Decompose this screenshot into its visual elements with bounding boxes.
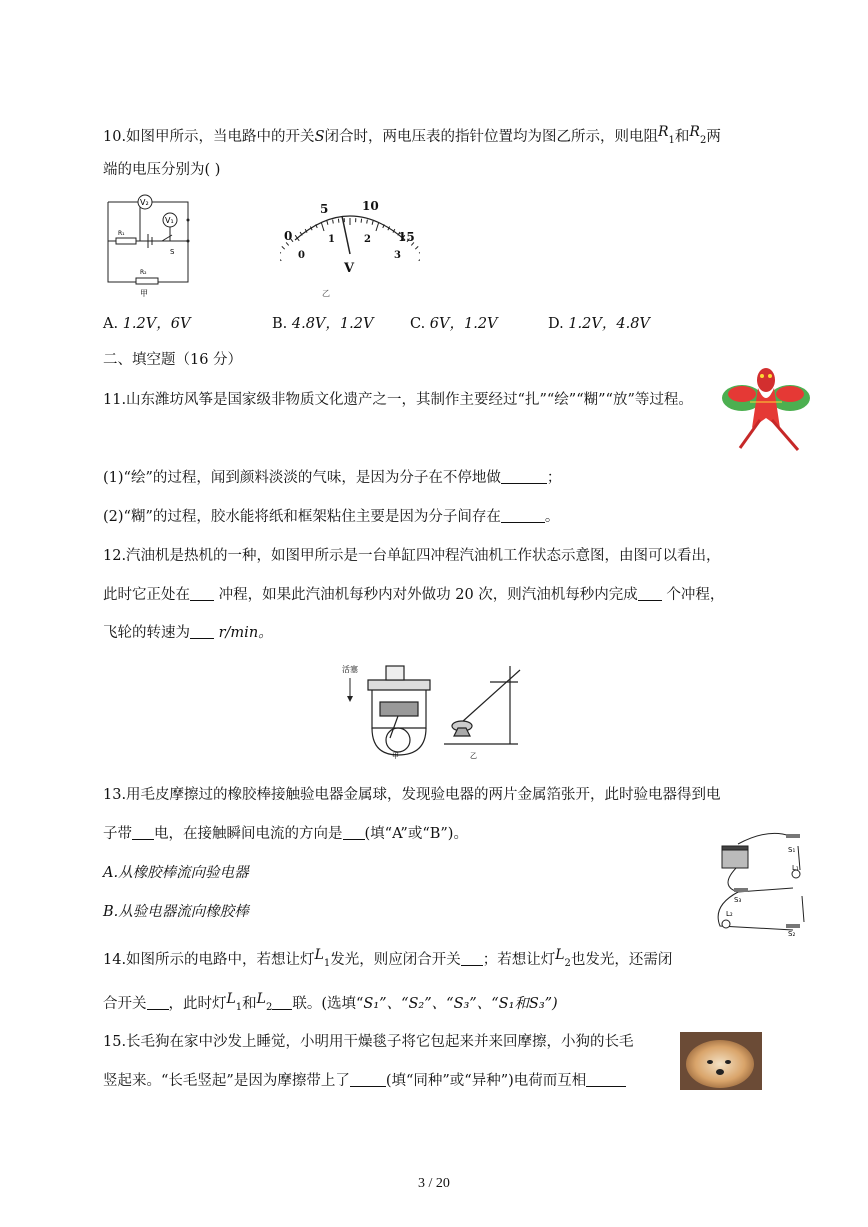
q14-text: 也发光，还需闭 [570, 952, 673, 968]
q13-line2 [103, 824, 468, 844]
q12-text: 冲程，如果此汽油机每秒内对外做功 20 次，则汽油机每秒内完成 [214, 587, 638, 603]
meter-top-tick: 5 [320, 202, 329, 216]
v1-label: V₁ [165, 216, 174, 225]
q12-text: r/min。 [214, 625, 273, 641]
voltmeter-dial [280, 196, 420, 300]
q12-text: 个冲程， [661, 587, 725, 603]
q12-line3 [103, 623, 273, 643]
answer-blank[interactable] [132, 825, 154, 840]
meter-tick-mark [372, 221, 373, 225]
option-value: 1.2V，4.8V [568, 316, 650, 332]
q15-text: 竖起来。“长毛竖起”是因为摩擦带上了 [103, 1073, 350, 1089]
l1-subscript: 1 [323, 958, 331, 969]
meter-tick-mark [376, 222, 379, 231]
q10-text: 闭合时，两电压表的指针位置均为图乙所示，则电阻 [324, 129, 658, 145]
dog-photo [680, 1032, 762, 1090]
answer-blank[interactable] [272, 995, 292, 1010]
q13-text: 子带 [103, 826, 132, 842]
meter-caption: 乙 [322, 289, 330, 298]
r1-symbol: R [658, 124, 669, 140]
meter-unit: V [344, 261, 355, 276]
switch-label: S [170, 248, 175, 256]
answer-blank[interactable] [586, 1072, 626, 1087]
q12-text: 此时它正处在 [103, 587, 190, 603]
q12-line2 [103, 585, 724, 605]
piston-label: 活塞 [342, 665, 358, 674]
v2-label: V₂ [140, 198, 149, 207]
q14-text: 联。(选填“ [292, 996, 364, 1012]
section-heading: 二、填空题（16 分） [103, 352, 243, 368]
meter-tick-mark [321, 222, 324, 231]
q10-option-d [548, 312, 650, 333]
q12-line1: 12.汽油机是热机的一种，如图甲所示是一台单缸四冲程汽油机工作状态示意图，由图可以看出， [103, 548, 721, 564]
circuit-caption: 甲 [140, 289, 148, 298]
answer-blank[interactable] [501, 469, 547, 484]
q14-text: 发光，则应闭合开关 [330, 952, 461, 968]
q14-text: ；若想让灯 [482, 952, 556, 968]
meter-tick-mark [415, 246, 418, 249]
meter-tick-mark [282, 246, 285, 249]
l2-subscript: 2 [265, 1002, 273, 1013]
r2-symbol: R [689, 124, 700, 140]
q14-circuit [708, 826, 818, 938]
meter-top-tick: 15 [398, 230, 415, 244]
engine-caption: 甲 [392, 752, 399, 760]
l1-label: L₁ [792, 864, 799, 872]
q13-option-b: B.从验电器流向橡胶棒 [103, 904, 249, 920]
meter-tick-mark [280, 255, 281, 261]
meter-bottom-tick: 1 [328, 234, 335, 245]
answer-blank[interactable] [350, 1072, 386, 1087]
q10-line1 [103, 122, 721, 151]
q14-line2 [103, 989, 558, 1018]
q10-option-a [103, 312, 190, 333]
q15-line1: 15.长毛狗在家中沙发上睡觉，小明用干燥毯子将它包起来并来回摩擦，小狗的长毛 [103, 1034, 634, 1050]
meter-top-tick: 0 [284, 229, 293, 243]
q11-part1 [103, 468, 561, 488]
page-number: 3 / 20 [418, 1176, 450, 1191]
l1-subscript: 1 [235, 1002, 243, 1013]
switch-variable: S [314, 129, 325, 145]
r1-subscript: 1 [668, 135, 675, 146]
q11-part2 [103, 507, 559, 527]
meter-tick-mark [419, 251, 420, 254]
l2-label: L₂ [726, 910, 733, 918]
answer-blank[interactable] [638, 586, 662, 601]
r2-label: R₂ [140, 269, 147, 276]
q11-text: ； [546, 470, 562, 486]
kite-image [720, 358, 812, 458]
l2-symbol: L [256, 991, 266, 1007]
option-label: D. [548, 316, 564, 332]
answer-blank[interactable] [501, 508, 545, 523]
q12-text: 飞轮的转速为 [103, 625, 190, 641]
q10-text: 两 [706, 129, 721, 145]
l1-symbol: L [226, 991, 236, 1007]
answer-blank[interactable] [190, 586, 214, 601]
q10-line2: 端的电压分别为( ) [103, 162, 221, 178]
l1-symbol: L [314, 947, 324, 963]
q10-text: 10.如图甲所示，当电路中的开关 [103, 129, 315, 145]
q11-text: (2)“糊”的过程，胶水能将纸和框架粘住主要是因为分子间存在 [103, 509, 501, 525]
meter-bottom-tick: 3 [394, 250, 401, 261]
engine-figure [340, 660, 530, 760]
q13-text: (填“A”或“B”)。 [364, 826, 468, 842]
option-label: A. [103, 316, 119, 332]
meter-bottom-tick: 0 [298, 250, 305, 261]
q14-text: 14.如图所示的电路中，若想让灯 [103, 952, 315, 968]
meter-tick-mark [333, 220, 334, 224]
q11-stem: 11.山东潍坊风筝是国家级非物质文化遗产之一，其制作主要经过“扎”“绘”“糊”“放”等过程。 [103, 392, 693, 408]
meter-tick-mark [361, 219, 362, 223]
answer-blank[interactable] [461, 951, 483, 966]
q15-line2 [103, 1071, 626, 1091]
q13-line1: 13.用毛皮摩擦过的橡胶棒接触验电器金属球，发现验电器的两片金属箔张开，此时验电器得到电 [103, 787, 721, 803]
meter-tick-mark [419, 255, 420, 261]
tube-caption: 乙 [470, 752, 477, 760]
circuit-diagram-jia [100, 190, 200, 300]
q13-option-a: A.从橡胶棒流向验电器 [103, 865, 249, 881]
q10-option-b [272, 312, 373, 333]
meter-tick-mark [367, 220, 368, 224]
q14-choices: S₁”、“S₂”、“S₃”、“S₁和S₃”) [363, 996, 558, 1012]
q11-text: (1)“绘”的过程，闻到颜料淡淡的气味，是因为分子在不停地做 [103, 470, 501, 486]
option-label: C. [410, 316, 426, 332]
meter-tick-mark [338, 219, 339, 223]
option-label: B. [272, 316, 288, 332]
answer-blank[interactable] [190, 624, 214, 639]
answer-blank[interactable] [147, 995, 169, 1010]
q10-text: 和 [674, 129, 690, 145]
q11-text: 。 [544, 509, 560, 525]
answer-blank[interactable] [343, 825, 365, 840]
l2-subscript: 2 [564, 958, 571, 969]
r1-label: R₁ [118, 230, 125, 237]
option-value: 1.2V，6V [122, 316, 191, 332]
q13-text: 电，在接触瞬间电流的方向是 [154, 826, 343, 842]
meter-tick-mark [280, 251, 281, 254]
s2-label: S₂ [788, 930, 796, 938]
meter-bottom-tick: 2 [364, 234, 371, 245]
q10-option-c [410, 312, 498, 333]
s1-label: S₁ [788, 846, 796, 854]
s3-label: S₃ [734, 896, 742, 904]
l2-symbol: L [555, 947, 565, 963]
option-value: 6V，1.2V [429, 316, 498, 332]
option-value: 4.8V，1.2V [291, 316, 374, 332]
q14-text: 和 [242, 996, 257, 1012]
meter-tick-mark [327, 221, 328, 225]
q14-line1 [103, 945, 672, 974]
q14-text: ，此时灯 [168, 996, 227, 1012]
r2-subscript: 2 [699, 135, 707, 146]
meter-top-tick: 10 [362, 199, 379, 213]
q15-text: (填“同种”或“异种”)电荷而互相 [385, 1073, 587, 1089]
meter-needle [342, 216, 350, 254]
q14-text: 合开关 [103, 996, 147, 1012]
